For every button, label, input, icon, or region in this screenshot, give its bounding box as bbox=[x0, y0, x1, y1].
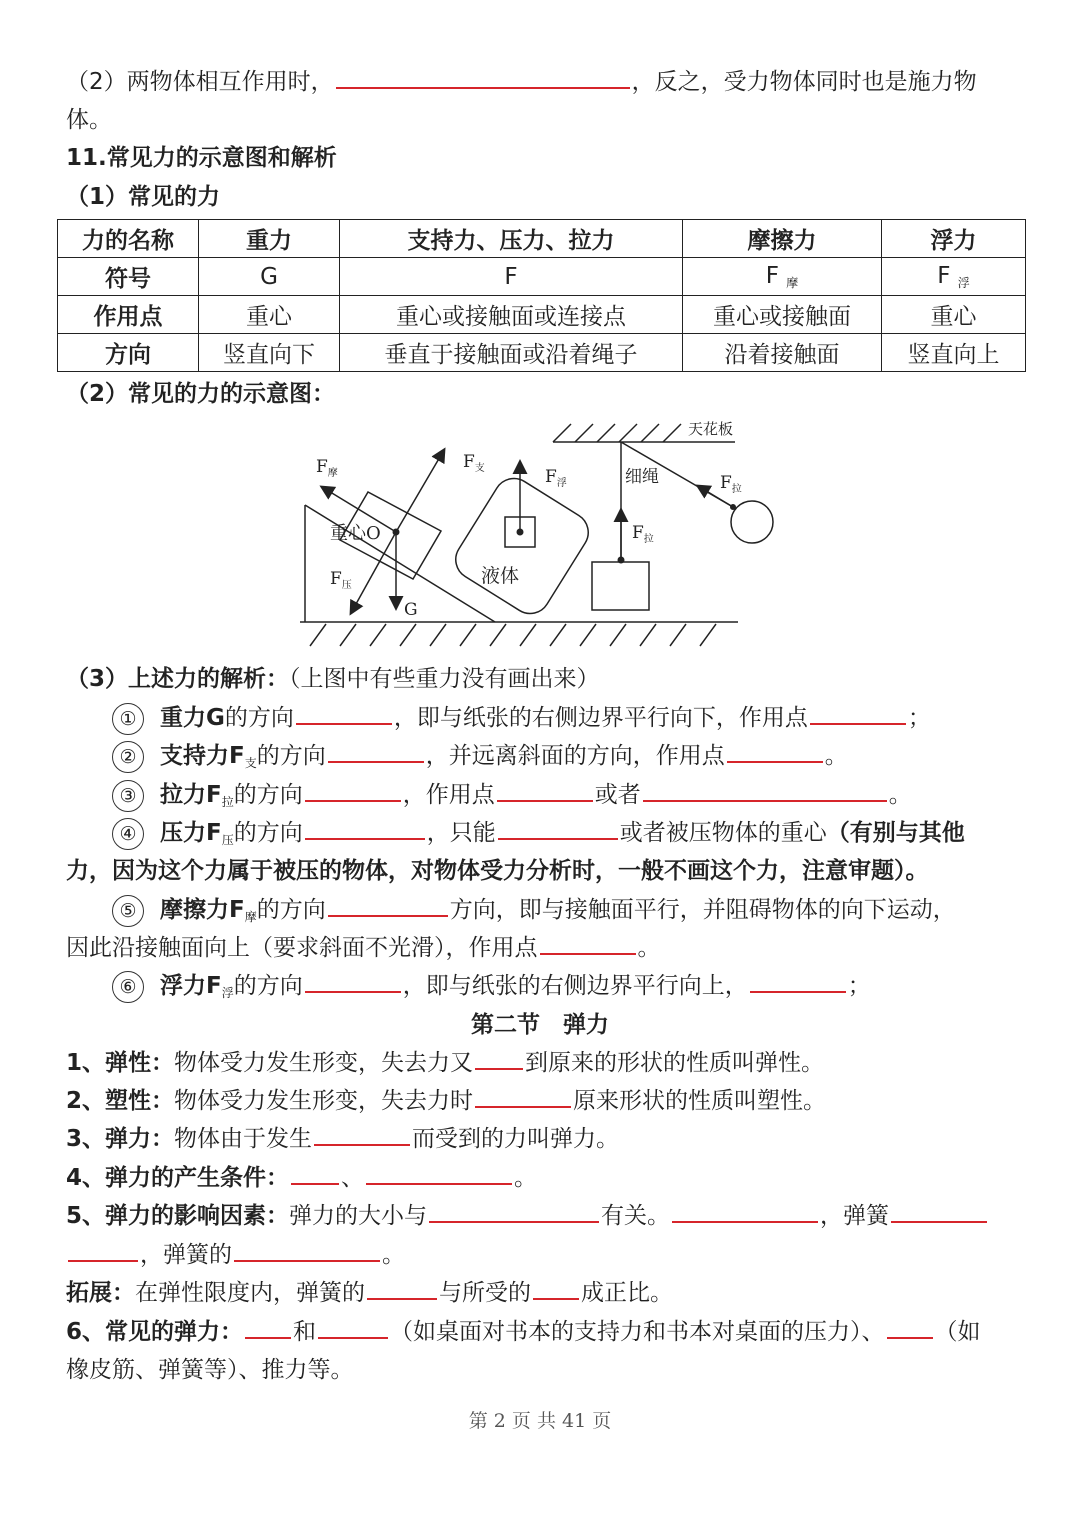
elastic-ext: 拓展：在弹性限度内，弹簧的 与所受的 成正比。 bbox=[66, 1274, 1014, 1312]
blank[interactable] bbox=[68, 1236, 138, 1262]
table-cell: 方向 bbox=[58, 334, 199, 372]
elastic-3: 3、弹力：物体由于发生 而受到的力叫弹力。 bbox=[66, 1120, 1014, 1158]
subheading-3: （3）上述力的解析：（上图中有些重力没有画出来） bbox=[66, 666, 600, 692]
label-center: 重心O bbox=[330, 523, 381, 544]
blank[interactable] bbox=[540, 929, 636, 955]
elastic-4: 4、弹力的产生条件： 、 。 bbox=[66, 1159, 1014, 1197]
label-liquid: 液体 bbox=[481, 565, 520, 587]
force-interaction-cont: 体。 bbox=[66, 107, 112, 133]
blank[interactable] bbox=[314, 1120, 410, 1146]
blank[interactable] bbox=[367, 1274, 437, 1300]
blank[interactable] bbox=[291, 1159, 339, 1185]
item-1: ① 重力G的方向 ，即与纸张的右侧边界平行向下，作用点 ； bbox=[112, 699, 1014, 737]
blank[interactable] bbox=[305, 967, 401, 993]
item-4-cont: 力，因为这个力属于被压的物体，对物体受力分析时，一般不画这个力，注意审题）。 bbox=[66, 858, 929, 884]
blank[interactable] bbox=[296, 699, 392, 725]
label-f-pressure: $F_压$ bbox=[330, 569, 352, 591]
blank[interactable] bbox=[475, 1082, 571, 1108]
blank[interactable] bbox=[533, 1274, 579, 1300]
blank[interactable] bbox=[750, 967, 846, 993]
blank[interactable] bbox=[245, 1313, 291, 1339]
blank[interactable] bbox=[727, 737, 823, 763]
blank[interactable] bbox=[305, 814, 425, 840]
elastic-6: 6、常见的弹力： 和 （如桌面对书本的支持力和书本对桌面的压力）、 （如 bbox=[66, 1313, 1014, 1351]
table-cell: F $_浮$ bbox=[882, 258, 1026, 296]
subheading-2: （2）常见的力的示意图： bbox=[66, 381, 336, 407]
table-cell: 摩擦力 bbox=[683, 220, 882, 258]
blank[interactable] bbox=[891, 1197, 987, 1223]
elastic-1: 1、弹性：物体受力发生形变，失去力又 到原来的形状的性质叫弹性。 bbox=[66, 1044, 1014, 1082]
blank[interactable] bbox=[318, 1313, 388, 1339]
elastic-2: 2、塑性：物体受力发生形变，失去力时 原来形状的性质叫塑性。 bbox=[66, 1082, 1014, 1120]
blank[interactable] bbox=[336, 63, 630, 89]
elastic-5-cont: ，弹簧的 。 bbox=[66, 1236, 1014, 1274]
table-cell: 浮力 bbox=[882, 220, 1026, 258]
blank[interactable] bbox=[328, 891, 448, 917]
blank[interactable] bbox=[810, 699, 906, 725]
table-cell: 重心 bbox=[199, 296, 340, 334]
section-2-title: 第二节 弹力 bbox=[471, 1012, 609, 1038]
page-footer: 第 2 页 共 41 页 bbox=[468, 1410, 612, 1432]
blank[interactable] bbox=[234, 1236, 380, 1262]
label-rope: 细绳 bbox=[625, 467, 659, 487]
label-f-support: $F_支$ bbox=[463, 452, 485, 474]
table-cell: F $_摩$ bbox=[683, 258, 882, 296]
label-f-buoyancy: $F_浮$ bbox=[545, 467, 567, 489]
table-cell: 竖直向下 bbox=[199, 334, 340, 372]
table-cell: 重力 bbox=[199, 220, 340, 258]
item-2: ② 支持力$F_支$的方向 ，并远离斜面的方向，作用点 。 bbox=[112, 737, 1014, 775]
elastic-5: 5、弹力的影响因素：弹力的大小与 有关。 ，弹簧 bbox=[66, 1197, 1014, 1235]
table-cell: 重心或接触面 bbox=[683, 296, 882, 334]
label-ceiling: 天花板 bbox=[688, 420, 734, 438]
blank[interactable] bbox=[498, 814, 618, 840]
blank[interactable] bbox=[429, 1197, 599, 1223]
table-cell: 作用点 bbox=[58, 296, 199, 334]
blank[interactable] bbox=[887, 1313, 933, 1339]
blank[interactable] bbox=[328, 737, 424, 763]
table-cell: 支持力、压力、拉力 bbox=[340, 220, 683, 258]
force-diagram bbox=[0, 410, 1080, 650]
table-cell: 符号 bbox=[58, 258, 199, 296]
table-cell: 力的名称 bbox=[58, 220, 199, 258]
table-cell: G bbox=[199, 258, 340, 296]
label-g: G bbox=[404, 600, 418, 620]
item-5: ⑤ 摩擦力$F_摩$的方向 方向，即与接触面平行，并阻碍物体的向下运动， bbox=[112, 891, 1014, 929]
blank[interactable] bbox=[305, 776, 401, 802]
item-5-cont: 因此沿接触面向上（要求斜面不光滑），作用点 。 bbox=[66, 929, 1014, 967]
table-cell: F bbox=[340, 258, 683, 296]
blank[interactable] bbox=[475, 1044, 523, 1070]
forces-table bbox=[57, 219, 1026, 372]
subheading-1: （1）常见的力 bbox=[66, 184, 221, 210]
table-cell: 竖直向上 bbox=[882, 334, 1026, 372]
label-f-pull-2: $F_拉$ bbox=[632, 523, 654, 545]
item-4: ④ 压力$F_压$的方向 ，只能 或者被压物体的重心（有别与其他 bbox=[112, 814, 1014, 852]
blank[interactable] bbox=[643, 776, 887, 802]
blank[interactable] bbox=[497, 776, 593, 802]
blank[interactable] bbox=[366, 1159, 512, 1185]
table-cell: 重心 bbox=[882, 296, 1026, 334]
elastic-6-cont: 橡皮筋、弹簧等）、推力等。 bbox=[66, 1357, 354, 1383]
label-f-pull: $F_拉$ bbox=[720, 473, 742, 495]
force-interaction-line: （2）两物体相互作用时， ，反之，受力物体同时也是施力物 bbox=[66, 63, 1014, 101]
table-cell: 垂直于接触面或沿着绳子 bbox=[340, 334, 683, 372]
table-cell: 沿着接触面 bbox=[683, 334, 882, 372]
table-row bbox=[58, 220, 1026, 258]
table-cell: 重心或接触面或连接点 bbox=[340, 296, 683, 334]
item-6: ⑥ 浮力$F_浮$的方向 ，即与纸张的右侧边界平行向上， ； bbox=[112, 967, 1014, 1005]
table-row bbox=[58, 258, 1026, 296]
item-3: ③ 拉力$F_拉$的方向 ，作用点 或者 。 bbox=[112, 776, 1014, 814]
section11-title: 11.常见力的示意图和解析 bbox=[66, 145, 337, 171]
table-row bbox=[58, 334, 1026, 372]
table-row bbox=[58, 296, 1026, 334]
blank[interactable] bbox=[672, 1197, 818, 1223]
label-f-friction: $F_摩$ bbox=[316, 457, 338, 479]
